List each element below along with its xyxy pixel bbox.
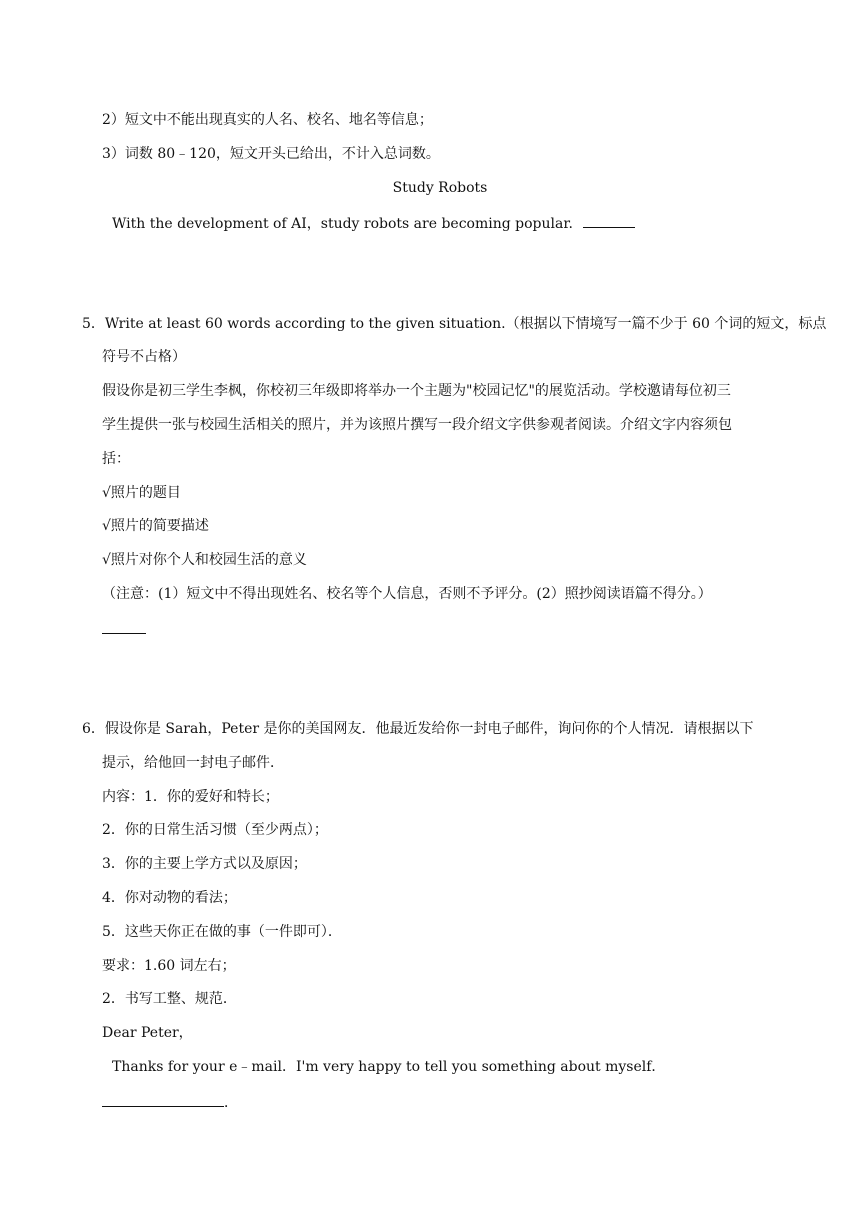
- point-1: √照片的题目: [102, 485, 181, 501]
- content-item-5: 5．这些天你正在做的事（一件即可）．: [102, 924, 342, 940]
- point-2: √照片的简要描述: [102, 518, 209, 534]
- content-item-4: 4．你对动物的看法；: [102, 890, 237, 906]
- question-6-prompt-line-1: 6．假设你是 Sarah，Peter 是你的美国网友．他最近发给你一封电子邮件，询问你的个人情况．请根据以下: [82, 721, 754, 737]
- end-mark: ．: [224, 1095, 238, 1111]
- letter-salutation: Dear Peter，: [102, 1025, 193, 1041]
- essay-title: Study Robots: [392, 180, 488, 196]
- situation-line-2: 学生提供一张与校园生活相关的照片，并为该照片撰写一段介绍文字供参观者阅读。介绍文字内容须包: [102, 417, 732, 433]
- requirement-1: 要求：1.60 词左右；: [102, 958, 236, 974]
- question-number: 5．: [82, 316, 105, 332]
- requirement-2: 2．书写工整、规范．: [102, 991, 237, 1007]
- question-5-prompt-line-1: 5．Write at least 60 words according to the given situation.（根据以下情境写一篇不少于 60 个词的短文，标点: [82, 316, 827, 332]
- situation-line-3: 括：: [102, 451, 130, 467]
- answer-line[interactable]: [102, 619, 146, 639]
- essay-opening: [112, 213, 635, 233]
- note: （注意：(1）短文中不得出现姓名、校名等个人信息，否则不予评分。(2）照抄阅读语篇不得分。）: [102, 586, 712, 602]
- answer-blank[interactable]: [102, 619, 146, 634]
- question-number: 6．: [82, 721, 105, 737]
- question-6-prompt-line-2: 提示，给他回一封电子邮件．: [102, 755, 284, 771]
- content-item-1: 内容：1．你的爱好和特长；: [102, 789, 279, 805]
- essay-opening-text: With the development of AI，study robots are becoming popular.: [112, 216, 573, 232]
- requirement-2: 2）短文中不能出现真实的人名、校名、地名等信息；: [102, 112, 433, 128]
- situation-line-1: 假设你是初三学生李枫，你校初三年级即将举办一个主题为"校园记忆"的展览活动。学校邀请每位初三: [102, 383, 731, 399]
- point-3: √照片对你个人和校园生活的意义: [102, 552, 307, 568]
- content-item-2: 2．你的日常生活习惯（至少两点）；: [102, 822, 328, 838]
- letter-opening: Thanks for your e﹣mail．I'm very happy to tell you something about myself．: [112, 1059, 666, 1075]
- letter-answer-line[interactable]: [102, 1092, 238, 1112]
- requirement-3: 3）词数 80﹣120，短文开头已给出，不计入总词数。: [102, 146, 440, 162]
- answer-blank[interactable]: [583, 213, 635, 228]
- content-item-3: 3．你的主要上学方式以及原因；: [102, 856, 307, 872]
- question-5-prompt-line-2: 符号不占格）: [102, 349, 186, 365]
- answer-blank[interactable]: [102, 1092, 224, 1107]
